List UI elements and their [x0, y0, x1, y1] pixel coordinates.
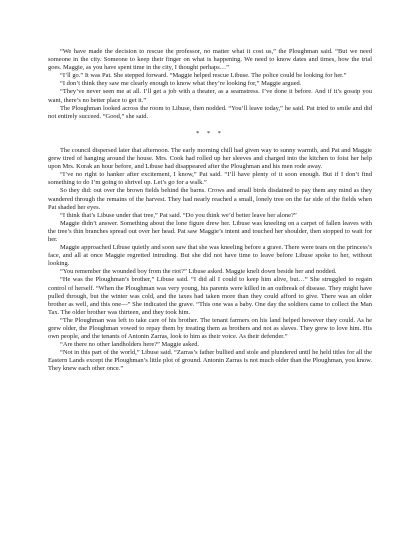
paragraph: “I think that’s Libuse under that tree,” Pat said. “Do you think we’d better leave her alone?”	[60, 211, 297, 219]
paragraph: So they did: out over the brown fields behind the barns. Crows and small birds disdained to pay them any mind as they wandered through the remains of the harvest. They had nearly reached a small, lonely tree on the far side of the fields when Pat shaded her eyes.	[48, 187, 372, 211]
paragraph: The Ploughman looked across the room to Libuse, then nodded. “You’ll leave today,” he said. Pat tried to smile and did not entirely succeed. “Good,” she said.	[48, 104, 372, 120]
paragraph: “He was the Ploughman’s brother,” Libuse said. “I did all I could to keep him alive, but…” She struggled to regain control of herself. “When the Ploughman was very young, his parents were killed in an outbreak of disease. They might have pulled through, but the winter was cold, and the taxes had taken more than they could afford to give. There was an older brother as well, and this one—” She indicated the grave. “This one was a baby. One day the soldiers came to collect the Man Tax. The older brother was thirteen, and they took him.	[48, 276, 372, 316]
paragraph: “I don’t think they saw me clearly enough to know what they’re looking for,” Maggie argued.	[60, 80, 302, 88]
paragraph: “I’ll go.” It was Pat. She stepped forward. “Maggie helped rescue Libuse. The police could be looking for her.”	[60, 72, 347, 80]
paragraph: “They’ve never seen me at all. I’ll get a job with a theater, as a seamstress. I’ve done it before. And if it’s gossip you want, there’s no better place to get it.”	[48, 88, 372, 104]
paragraph: Maggie didn’t answer. Something about the lone figure drew her. Libuse was kneeling on a carpet of fallen leaves with the tree’s thin branches spread out over her head. Pat saw Maggie’s intent and touched her shoulder, then stopped to wait for her.	[48, 219, 372, 243]
paragraph: The council dispersed later that afternoon. The early morning chill had given way to sunny warmth, and Pat and Maggie grew tired of hanging around the house. Mrs. Cook had rolled up her sleeves and charged into the kitchen to foist her help upon Mrs. Korak an hour before, and Libuse had disappeared after the Ploughman and his men rode away.	[48, 146, 372, 171]
paragraph: “The Ploughman was left to take care of his brother. The tenant farmers on his land helped however they could. As he grew older, the Ploughman vowed to repay them by treating them as brothers and not as slaves. They grew to love him. His own people, and the tenants of Antonin Zarras, look to him as their voice. As their defender.”	[48, 316, 372, 341]
paragraph: “You remember the wounded boy from the riot?” Libuse asked. Maggie knelt down beside her and nodded.	[60, 268, 337, 276]
paragraph: “We have made the decision to rescue the professor, no matter what it cost us,” the Ploughman said. “But we need someone in the city. Someone to keep their finger on what is happening. We need to know dates and times, how the trial goes. Maggie, as you have spent time in the city, I thought perhaps…”	[48, 48, 372, 72]
paragraph: “Are there no other landholders here?” Maggie asked.	[60, 341, 200, 349]
paragraph: “I’ve no right to hanker after excitement, I know,” Pat said. “I’ll have plenty of it soon enough. But if I don’t find something to do I’m going to shrivel up. Let’s go for a walk.”	[48, 171, 372, 187]
paragraph: Maggie approached Libuse quietly and soon saw that she was kneeling before a grave. There were tears on the princess’s face, and all at once Maggie regretted intruding. But she did not have time to leave before Libuse spoke to her, without looking.	[48, 244, 372, 268]
paragraph: “Not in this part of the world,” Libuse said. “Zarras’s father bullied and stole and plundered until he held titles for all the Eastern Lands except the Ploughman’s little plot of ground. Antonin Zarras is not much older than the Ploughman, you know. They knew each other once.”	[48, 349, 372, 373]
scene-break: * * *	[196, 129, 224, 137]
